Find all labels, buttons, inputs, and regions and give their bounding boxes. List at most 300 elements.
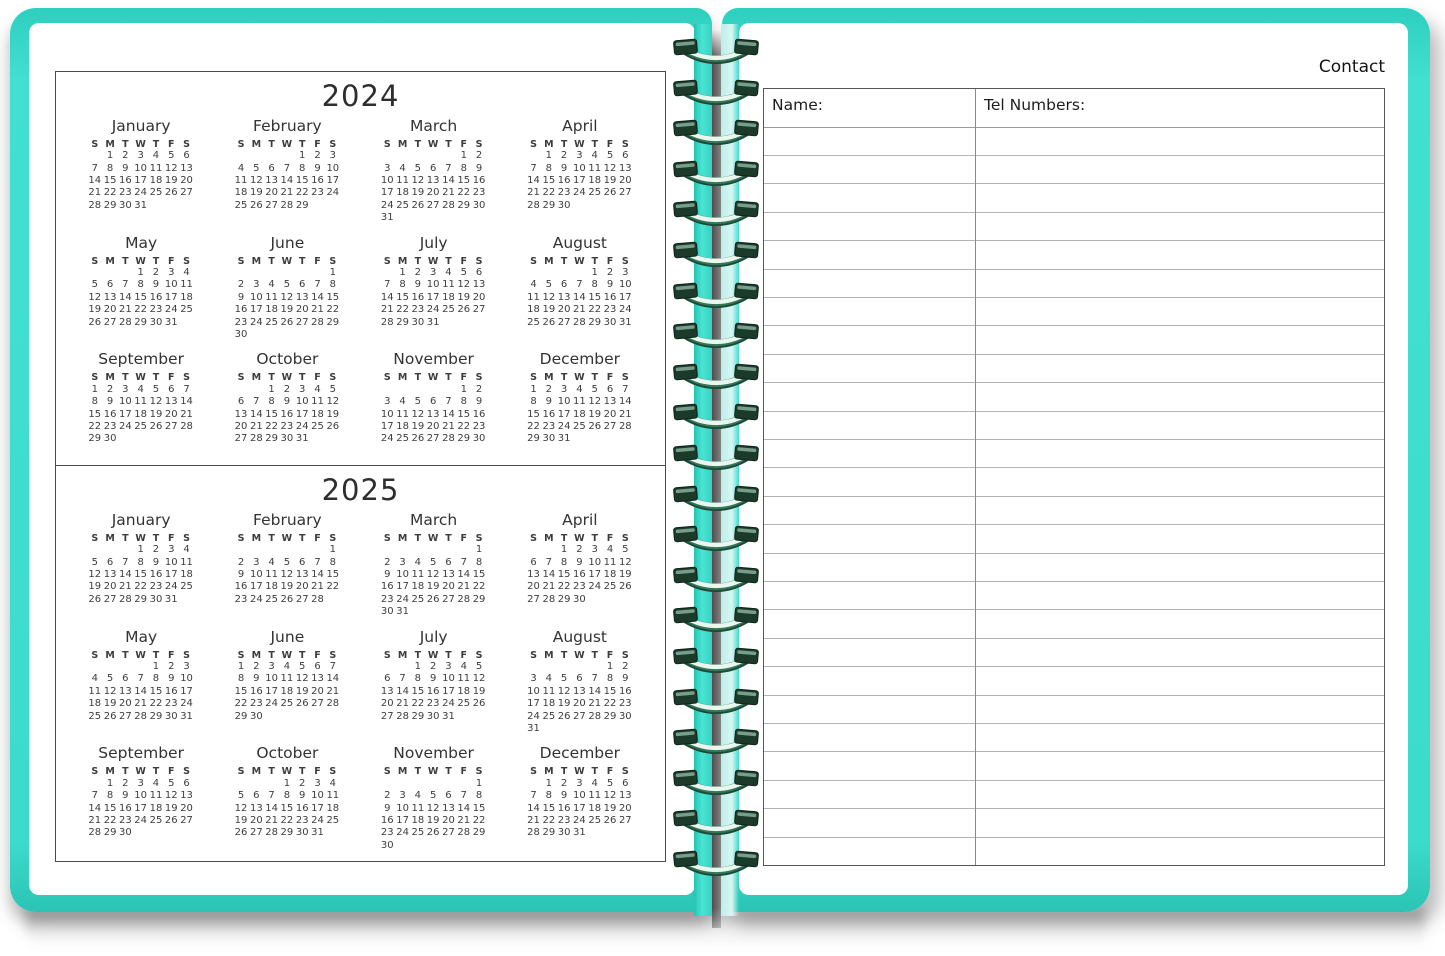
day-cell: 20 — [573, 698, 586, 710]
day-cell: 20 — [180, 802, 193, 814]
day-cell: 26 — [588, 420, 602, 432]
day-cell: 7 — [460, 556, 467, 568]
weekday-letter: S — [183, 649, 190, 661]
day-cell: 2 — [299, 777, 306, 789]
day-cell: 12 — [149, 396, 163, 408]
day-cell: 1 — [399, 267, 406, 279]
day-cell: 22 — [472, 581, 486, 593]
day-cell: 24 — [618, 304, 632, 316]
day-cell: 28 — [457, 827, 471, 839]
day-cell: 15 — [280, 802, 294, 814]
day-cell: 26 — [164, 814, 178, 826]
month-grid — [233, 532, 341, 606]
day-cell: 21 — [119, 581, 132, 593]
day-cell: 24 — [265, 698, 278, 710]
day-cell: 17 — [527, 698, 540, 710]
day-cell: 30 — [472, 433, 486, 445]
empty-day-cell — [87, 661, 102, 673]
month-title: January — [111, 116, 171, 135]
weekday-letter: S — [475, 138, 483, 150]
month-may-2025 — [87, 628, 195, 723]
day-cell: 25 — [265, 316, 278, 328]
month-title: July — [419, 627, 448, 646]
day-cell: 5 — [606, 777, 614, 789]
day-cell: 2 — [253, 661, 260, 673]
day-cell: 2 — [122, 777, 129, 789]
weekday-letter: W — [574, 532, 585, 544]
day-cell: 14 — [280, 175, 294, 187]
day-cell: 20 — [426, 420, 440, 432]
day-cell: 13 — [618, 162, 632, 174]
weekday-letter: T — [560, 255, 568, 267]
weekday-letter: S — [475, 255, 483, 267]
empty-day-cell — [526, 778, 541, 790]
weekday-letter: T — [122, 255, 129, 267]
month-grid — [380, 255, 488, 329]
month-july-2024 — [380, 234, 488, 329]
day-cell: 4 — [530, 279, 537, 291]
day-cell: 27 — [618, 187, 632, 199]
day-cell: 28 — [326, 698, 340, 710]
day-cell: 16 — [411, 291, 425, 303]
weekday-letter: T — [414, 766, 422, 778]
day-cell: 15 — [542, 802, 556, 814]
day-cell: 1 — [106, 150, 114, 162]
day-cell: 7 — [268, 790, 275, 802]
day-cell: 20 — [426, 187, 440, 199]
weekday-letter: M — [251, 766, 262, 778]
day-cell: 20 — [103, 304, 117, 316]
month-title: February — [253, 510, 322, 529]
month-september-2024 — [87, 350, 195, 445]
month-june-2025 — [233, 628, 341, 723]
day-cell: 26 — [326, 420, 340, 432]
empty-day-cell — [526, 544, 541, 556]
day-cell: 7 — [545, 556, 552, 568]
day-cell: 13 — [295, 291, 309, 303]
day-cell: 28 — [588, 710, 602, 722]
day-cell: 17 — [380, 187, 394, 199]
weekday-letter: T — [445, 138, 452, 150]
day-cell: 7 — [622, 383, 629, 395]
day-cell: 25 — [527, 316, 540, 328]
weekday-letter: W — [574, 649, 585, 661]
weekday-letter: S — [530, 372, 537, 384]
month-title: January — [111, 510, 171, 529]
weekday-letter: T — [414, 138, 422, 150]
day-cell: 20 — [311, 685, 324, 697]
day-cell: 23 — [557, 814, 571, 826]
day-cell: 18 — [280, 685, 294, 697]
empty-day-cell — [279, 544, 294, 556]
day-cell: 17 — [426, 291, 440, 303]
day-cell: 27 — [265, 199, 278, 211]
day-cell: 30 — [380, 606, 394, 618]
day-cell: 30 — [557, 827, 571, 839]
weekday-letter: F — [606, 372, 614, 384]
contact-row — [764, 383, 1384, 411]
empty-day-cell — [541, 267, 556, 279]
day-cell: 3 — [137, 150, 144, 162]
weekday-letter: T — [268, 372, 275, 384]
day-cell: 8 — [137, 279, 144, 291]
day-cell: 5 — [329, 383, 336, 395]
day-cell: 17 — [442, 685, 455, 697]
day-cell: 3 — [576, 777, 583, 789]
day-cell: 28 — [134, 710, 148, 722]
empty-day-cell — [380, 661, 395, 673]
day-cell: 22 — [134, 304, 148, 316]
month-grid — [380, 138, 488, 225]
day-cell: 25 — [149, 187, 163, 199]
contact-row — [764, 809, 1384, 837]
empty-day-cell — [264, 267, 279, 279]
day-cell: 17 — [311, 802, 324, 814]
day-cell: 24 — [180, 698, 193, 710]
weekday-letter: S — [383, 649, 391, 661]
month-title: June — [270, 233, 305, 252]
day-cell: 20 — [557, 304, 571, 316]
month-grid — [87, 649, 195, 723]
day-cell: 19 — [472, 685, 486, 697]
empty-day-cell — [380, 778, 395, 790]
day-cell: 9 — [122, 790, 129, 802]
day-cell: 21 — [180, 408, 193, 420]
day-cell: 3 — [253, 279, 260, 291]
weekday-letter: T — [445, 649, 452, 661]
day-cell: 15 — [134, 569, 148, 581]
day-cell: 30 — [573, 593, 586, 605]
day-cell: 9 — [122, 162, 129, 174]
weekday-letter: T — [591, 138, 598, 150]
empty-day-cell — [526, 267, 541, 279]
day-cell: 9 — [576, 556, 583, 568]
day-cell: 9 — [168, 673, 175, 685]
day-cell: 21 — [249, 420, 263, 432]
day-cell: 5 — [299, 661, 306, 673]
day-cell: 28 — [280, 199, 294, 211]
month-november-2025 — [380, 744, 488, 852]
day-cell: 20 — [472, 291, 486, 303]
weekday-letter: S — [237, 255, 245, 267]
day-cell: 26 — [411, 199, 425, 211]
day-cell: 21 — [457, 581, 471, 593]
month-grid — [233, 371, 341, 445]
weekday-letter: T — [560, 372, 568, 384]
day-cell: 10 — [265, 673, 278, 685]
day-cell: 28 — [119, 316, 132, 328]
day-cell: 30 — [103, 433, 117, 445]
day-cell: 9 — [299, 790, 306, 802]
day-cell: 12 — [426, 802, 440, 814]
day-cell: 9 — [622, 673, 629, 685]
day-cell: 9 — [152, 279, 160, 291]
empty-day-cell — [441, 384, 456, 396]
day-cell: 27 — [442, 827, 455, 839]
day-cell: 11 — [603, 556, 617, 568]
weekday-letter: S — [183, 255, 190, 267]
month-title: February — [253, 116, 322, 135]
day-cell: 29 — [103, 199, 117, 211]
empty-day-cell — [556, 267, 571, 279]
day-cell: 11 — [527, 291, 540, 303]
day-cell: 30 — [295, 827, 309, 839]
day-cell: 6 — [606, 383, 614, 395]
day-cell: 16 — [573, 569, 586, 581]
day-cell: 12 — [603, 790, 617, 802]
day-cell: 9 — [152, 556, 160, 568]
day-cell: 24 — [134, 814, 148, 826]
day-cell: 16 — [234, 304, 248, 316]
day-cell: 21 — [119, 304, 132, 316]
day-cell: 31 — [295, 433, 309, 445]
weekday-letter: S — [237, 372, 245, 384]
day-cell: 7 — [384, 279, 391, 291]
day-cell: 5 — [560, 673, 568, 685]
day-cell: 13 — [618, 790, 632, 802]
day-cell: 31 — [396, 606, 409, 618]
month-july-2025 — [380, 628, 488, 723]
empty-day-cell — [87, 778, 102, 790]
weekday-letter: M — [251, 138, 262, 150]
weekday-letter: S — [237, 766, 245, 778]
weekday-letter: F — [168, 532, 175, 544]
day-cell: 3 — [622, 267, 629, 279]
weekday-letter: S — [237, 649, 245, 661]
day-cell: 29 — [457, 433, 471, 445]
empty-day-cell — [249, 778, 264, 790]
day-cell: 23 — [149, 581, 163, 593]
months-grid-2025 — [56, 507, 665, 852]
empty-day-cell — [87, 150, 102, 162]
day-cell: 26 — [280, 316, 294, 328]
day-cell: 23 — [426, 698, 440, 710]
month-november-2024 — [380, 350, 488, 445]
empty-day-cell — [310, 267, 325, 279]
contact-row — [764, 497, 1384, 525]
day-cell: 5 — [429, 790, 437, 802]
contact-row — [764, 355, 1384, 383]
day-cell: 30 — [603, 316, 617, 328]
day-cell: 13 — [527, 569, 540, 581]
contact-row — [764, 184, 1384, 212]
weekday-letter: F — [460, 138, 467, 150]
weekday-letter: F — [314, 649, 321, 661]
empty-day-cell — [249, 267, 264, 279]
day-cell: 27 — [603, 420, 617, 432]
day-cell: 17 — [295, 408, 309, 420]
weekday-letter: S — [530, 255, 537, 267]
day-cell: 25 — [396, 433, 409, 445]
day-cell: 30 — [249, 710, 263, 722]
month-grid — [526, 532, 634, 606]
contact-row — [764, 156, 1384, 184]
day-cell: 8 — [237, 673, 245, 685]
month-title: November — [393, 744, 474, 763]
day-cell: 9 — [560, 162, 568, 174]
contact-row — [764, 241, 1384, 269]
month-grid — [233, 765, 341, 839]
day-cell: 2 — [606, 267, 614, 279]
day-cell: 7 — [591, 673, 598, 685]
day-cell: 25 — [265, 593, 278, 605]
day-cell: 6 — [622, 777, 629, 789]
day-cell: 30 — [119, 827, 132, 839]
day-cell: 1 — [460, 383, 467, 395]
empty-day-cell — [249, 544, 264, 556]
day-cell: 13 — [380, 685, 394, 697]
day-cell: 19 — [557, 698, 571, 710]
day-cell: 12 — [411, 408, 425, 420]
day-cell: 22 — [396, 304, 409, 316]
month-title: September — [98, 350, 184, 369]
empty-day-cell — [541, 661, 556, 673]
calendar-box — [55, 71, 666, 862]
day-cell: 31 — [527, 722, 540, 734]
day-cell: 6 — [268, 162, 275, 174]
day-cell: 27 — [180, 814, 193, 826]
weekday-letter: T — [445, 255, 452, 267]
day-cell: 17 — [380, 420, 394, 432]
day-cell: 4 — [283, 661, 291, 673]
day-cell: 14 — [396, 685, 409, 697]
day-cell: 16 — [472, 408, 486, 420]
day-cell: 10 — [442, 673, 455, 685]
day-cell: 23 — [411, 304, 425, 316]
day-cell: 2 — [283, 383, 291, 395]
day-cell: 28 — [311, 593, 324, 605]
weekday-letter: S — [329, 532, 337, 544]
day-cell: 15 — [588, 291, 602, 303]
day-cell: 27 — [618, 814, 632, 826]
month-grid — [380, 765, 488, 852]
day-cell: 22 — [457, 187, 471, 199]
weekday-letter: F — [460, 766, 467, 778]
contact-row — [764, 298, 1384, 326]
weekday-letter: W — [281, 372, 293, 384]
empty-day-cell — [410, 544, 425, 556]
day-cell: 6 — [445, 556, 452, 568]
day-cell: 14 — [249, 408, 263, 420]
weekday-letter: S — [621, 372, 629, 384]
empty-day-cell — [233, 267, 248, 279]
month-september-2025 — [87, 744, 195, 839]
day-cell: 17 — [164, 569, 178, 581]
day-cell: 30 — [618, 710, 632, 722]
day-cell: 27 — [527, 593, 540, 605]
weekday-letter: S — [621, 138, 629, 150]
day-cell: 17 — [396, 814, 409, 826]
day-cell: 10 — [295, 396, 309, 408]
day-cell: 20 — [265, 187, 278, 199]
day-cell: 10 — [396, 569, 409, 581]
day-cell: 12 — [426, 569, 440, 581]
day-cell: 12 — [326, 396, 340, 408]
day-cell: 20 — [442, 814, 455, 826]
day-cell: 8 — [475, 556, 483, 568]
day-cell: 23 — [472, 420, 486, 432]
day-cell: 18 — [411, 581, 425, 593]
weekday-letter: T — [152, 649, 160, 661]
day-cell: 1 — [137, 544, 144, 556]
day-cell: 6 — [429, 162, 437, 174]
day-cell: 27 — [103, 593, 117, 605]
weekday-letter: F — [606, 138, 614, 150]
day-cell: 16 — [119, 802, 132, 814]
day-cell: 5 — [414, 396, 422, 408]
empty-day-cell — [426, 778, 441, 790]
day-cell: 23 — [119, 187, 132, 199]
day-cell: 13 — [234, 408, 248, 420]
day-cell: 24 — [557, 420, 571, 432]
day-cell: 26 — [557, 710, 571, 722]
empty-day-cell — [441, 150, 456, 162]
day-cell: 7 — [530, 162, 537, 174]
weekday-letter: W — [281, 255, 293, 267]
weekday-letter: T — [298, 372, 306, 384]
day-cell: 30 — [280, 433, 294, 445]
month-title: July — [419, 233, 448, 252]
month-title: December — [539, 744, 621, 763]
month-title: October — [256, 744, 319, 763]
day-cell: 23 — [234, 593, 248, 605]
day-cell: 14 — [457, 569, 471, 581]
day-cell: 6 — [576, 673, 583, 685]
day-cell: 3 — [183, 661, 190, 673]
day-cell: 4 — [268, 279, 275, 291]
day-cell: 15 — [542, 175, 556, 187]
weekday-letter: F — [460, 532, 467, 544]
day-cell: 2 — [237, 279, 245, 291]
day-cell: 27 — [442, 593, 455, 605]
day-cell: 8 — [545, 162, 552, 174]
empty-day-cell — [410, 384, 425, 396]
day-cell: 18 — [411, 814, 425, 826]
weekday-letter: W — [427, 138, 439, 150]
day-cell: 8 — [606, 673, 614, 685]
day-cell: 24 — [396, 827, 409, 839]
day-cell: 19 — [603, 802, 617, 814]
day-cell: 24 — [380, 433, 394, 445]
day-cell: 18 — [180, 291, 193, 303]
day-cell: 20 — [618, 802, 632, 814]
day-cell: 29 — [472, 827, 486, 839]
weekday-letter: W — [427, 255, 439, 267]
month-grid — [526, 138, 634, 212]
weekday-letter: W — [427, 532, 439, 544]
weekday-letter: S — [91, 532, 99, 544]
day-cell: 12 — [249, 175, 263, 187]
day-cell: 23 — [557, 187, 571, 199]
day-cell: 26 — [426, 593, 440, 605]
weekday-letter: W — [574, 138, 585, 150]
day-cell: 13 — [164, 396, 178, 408]
day-cell: 18 — [603, 569, 617, 581]
contact-row — [764, 724, 1384, 752]
day-cell: 12 — [234, 802, 248, 814]
day-cell: 19 — [88, 581, 102, 593]
day-cell: 29 — [234, 710, 248, 722]
day-cell: 14 — [311, 569, 324, 581]
day-cell: 9 — [237, 569, 245, 581]
weekday-letter: S — [621, 255, 629, 267]
day-cell: 14 — [380, 291, 394, 303]
weekday-letter: S — [530, 649, 537, 661]
day-cell: 6 — [106, 556, 114, 568]
day-cell: 16 — [603, 291, 617, 303]
day-cell: 6 — [475, 267, 483, 279]
empty-day-cell — [456, 778, 471, 790]
